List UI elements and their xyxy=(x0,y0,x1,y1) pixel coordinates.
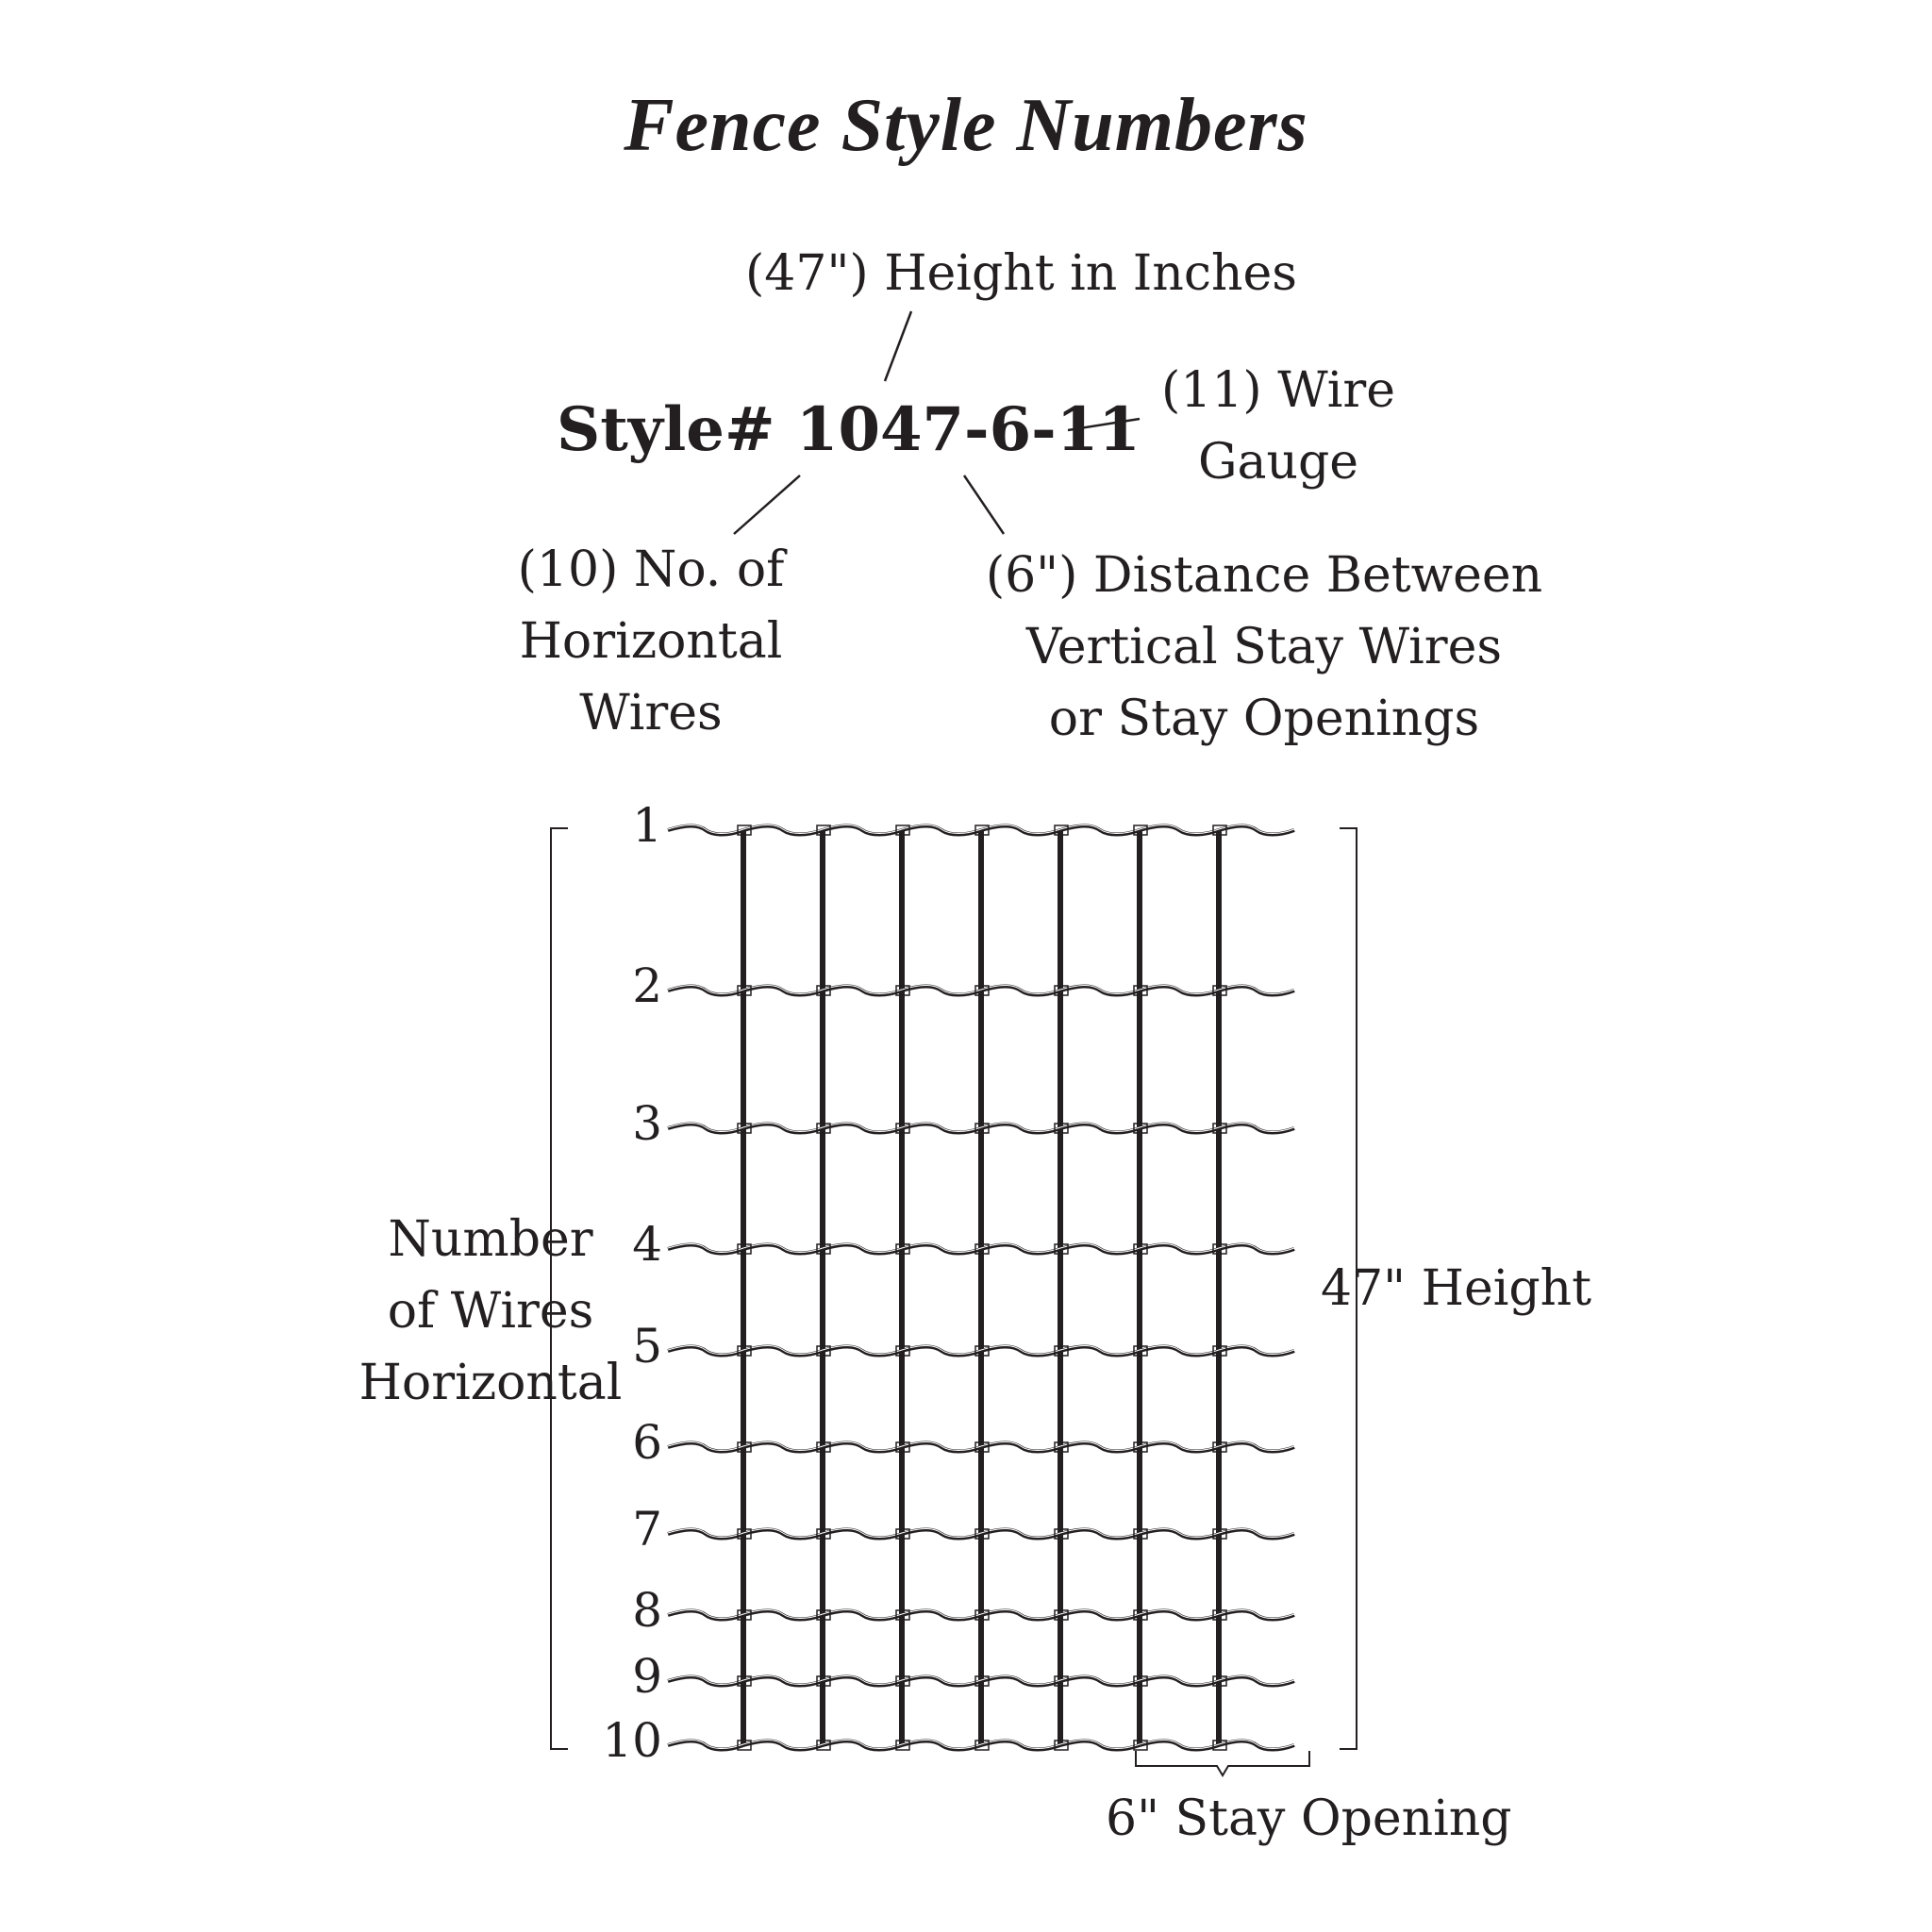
horizontal-wires-callout-line-1: (10) No. of xyxy=(517,541,785,598)
wire-number: 2 xyxy=(632,958,662,1013)
right-bracket xyxy=(1340,828,1357,1749)
horizontal-leader-line xyxy=(734,475,800,534)
stay-distance-callout-line-3: or Stay Openings xyxy=(1048,691,1480,747)
vertical-stay-wires xyxy=(743,830,1223,1745)
wire-number: 9 xyxy=(632,1649,662,1704)
gauge-callout-line-1: (11) Wire xyxy=(1160,362,1396,419)
number-of-wires-label-line-3: Horizontal xyxy=(358,1355,623,1411)
height-callout: (47") Height in Inches xyxy=(745,245,1297,302)
height-label: 47" Height xyxy=(1321,1260,1592,1317)
stay-distance-callout-line-2: Vertical Stay Wires xyxy=(1025,619,1503,675)
wire-number: 7 xyxy=(632,1502,662,1557)
number-of-wires-label-line-2: of Wires xyxy=(387,1283,594,1340)
wire-number: 8 xyxy=(632,1583,662,1638)
wire-number: 6 xyxy=(632,1415,662,1470)
wire-number: 10 xyxy=(602,1713,662,1768)
stay-opening-bracket xyxy=(1136,1751,1309,1775)
horizontal-wires-callout-line-3: Wires xyxy=(579,685,723,741)
stay-distance-callout-line-1: (6") Distance Between xyxy=(985,547,1543,604)
number-of-wires-label-line-1: Number xyxy=(388,1211,593,1268)
left-bracket xyxy=(551,828,568,1749)
distance-leader-line xyxy=(964,475,1004,534)
page-title: Fence Style Numbers xyxy=(624,84,1308,167)
wire-number: 4 xyxy=(632,1217,662,1272)
stay-opening-label: 6" Stay Opening xyxy=(1106,1790,1512,1847)
gauge-callout-line-2: Gauge xyxy=(1197,434,1359,491)
horizontal-wires-callout-line-2: Horizontal xyxy=(519,613,783,670)
style-code: Style# 1047-6-11 xyxy=(557,394,1141,465)
height-leader-line xyxy=(885,311,911,381)
gauge-leader-line xyxy=(1068,419,1140,430)
wire-number: 5 xyxy=(632,1319,662,1374)
wire-number: 3 xyxy=(632,1096,662,1151)
wire-number: 1 xyxy=(632,798,662,853)
brackets xyxy=(551,828,1357,1775)
